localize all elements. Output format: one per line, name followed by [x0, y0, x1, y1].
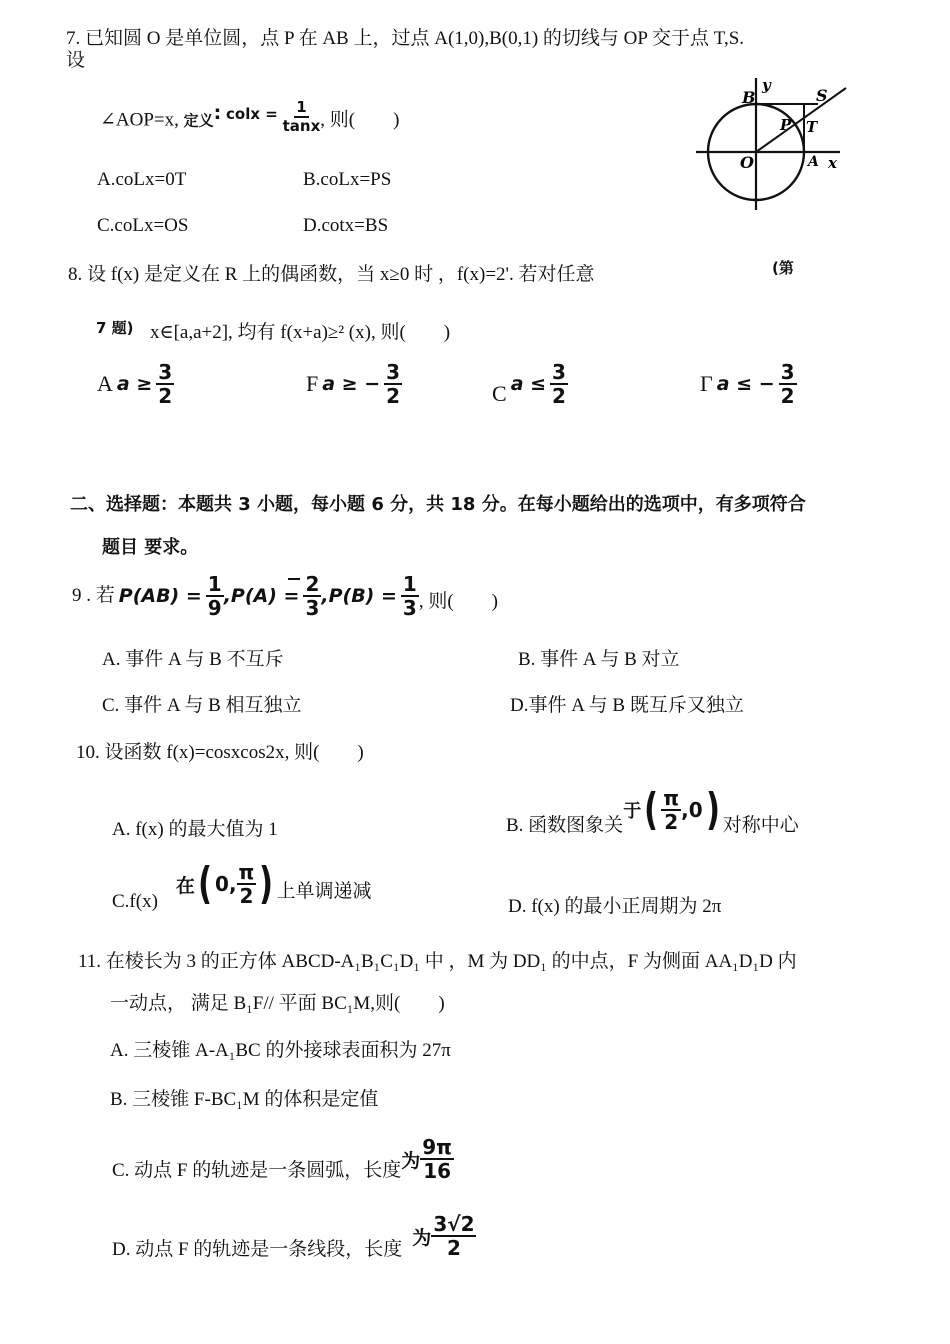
fig-label-o: O [740, 153, 754, 172]
q10-option-c-zero: 0, [215, 872, 237, 896]
q8-option-b-num: 3 [386, 360, 401, 384]
q11-option-d-fraction [431, 1214, 476, 1258]
fig-label-p: P [780, 116, 792, 134]
fig-label-a: A [808, 154, 819, 170]
q10-option-b-num: π [663, 786, 680, 810]
q9-f1-num: 1 [207, 572, 222, 596]
q10-option-b-fraction [661, 788, 681, 832]
q11-option-b: B. 三棱锥 F-BC₁M 的体积是定值 [110, 1089, 379, 1110]
q7-unit-circle-figure [690, 70, 850, 215]
q8-option-a-num: 3 [158, 360, 173, 384]
q10-option-c-den: 2 [239, 884, 254, 908]
section2-heading-line1: 二、选择题：本题共 3 小题，每小题 6 分，共 18 分。在每小题给出的选项中，有多项符合 [70, 494, 806, 515]
section2-heading-line2: 题目 要求。 [102, 537, 199, 558]
q8-option-b [306, 362, 402, 406]
fig-label-x: x [828, 154, 837, 172]
q8-option-d-fraction [779, 362, 797, 406]
q10-option-b-den: 2 [664, 810, 679, 834]
q7-def-label: 定义 [183, 111, 214, 130]
q10-option-c-post: 上单调递减 [276, 881, 372, 902]
q9-option-c: C. 事件 A 与 B 相互独立 [102, 695, 302, 716]
q8-option-b-den: 2 [386, 384, 401, 408]
q9-suffix: , 则( ) [418, 591, 498, 612]
q9-option-d: D.事件 A 与 B 既互斥又独立 [510, 695, 744, 716]
q7-stem-line1: 7. 已知圆 O 是单位圆，点 P 在 AB 上，过点 A(1,0),B(0,1) 的切线与 OP 交于点 T,S. [66, 28, 745, 49]
q10-option-b-pre: B. 函数图象关 [506, 815, 624, 836]
q7-stem-line1b: 设 [66, 50, 86, 71]
q9-fraction-3 [401, 574, 419, 618]
q8-option-c-num: 3 [552, 360, 566, 384]
fig-label-s: S [816, 86, 828, 105]
q8-stem-line1: 8. 设 f(x) 是定义在 R 上的偶函数，当 x≥0 时 ，f(x)=2'. 若对任意 [68, 264, 595, 285]
q9-f1-den: 9 [207, 596, 222, 620]
q10-option-b-lparen: ( [644, 784, 659, 835]
q11-option-a: A. 三棱锥 A-A₁BC 的外接球表面积为 27π [110, 1040, 451, 1061]
q8-option-b-letter: F [306, 371, 319, 396]
q8-option-c-rel: a ≤ [510, 373, 547, 395]
q8-option-b-rel: a ≥ − [322, 373, 381, 395]
q8-option-c-fraction [550, 362, 568, 406]
q10-option-c-num: π [238, 860, 255, 884]
q10-option-c-zai: 在 [175, 874, 195, 897]
q7-def-num: 1 [296, 98, 307, 116]
q8-option-c-den: 2 [552, 384, 566, 408]
q9-f2-num: 2 [305, 572, 320, 596]
q8-option-c-letter: C [492, 381, 507, 406]
q8-option-a-letter: A [97, 371, 113, 396]
q9-p-abar: ,P(A) = [223, 585, 300, 607]
q11-option-d [112, 1214, 476, 1258]
q11-stem-line2: 一动点， 满足 B₁F// 平面 BC₁M,则( ) [110, 993, 445, 1014]
q7-def-den: tanx [282, 117, 321, 135]
q11-option-c [112, 1137, 454, 1181]
q10-option-d: D. f(x) 的最小正周期为 2π [508, 896, 722, 917]
q9-a-bar-overline [288, 578, 300, 580]
q8-option-d-letter: Γ [700, 371, 713, 396]
ray-op [756, 88, 846, 152]
fig-label-b: B [742, 88, 756, 107]
q7-figure-caption-b: 7 题) [96, 319, 134, 337]
fig-label-t: T [806, 118, 818, 136]
q7-option-d: D.cotx=BS [303, 215, 389, 236]
q10-option-b-zero: ,0 [681, 798, 703, 822]
q8-option-a-den: 2 [158, 384, 173, 408]
q8-option-d-rel: a ≤ − [716, 373, 775, 395]
q7-def-suffix: , 则( ) [320, 109, 400, 131]
q11-option-c-den: 16 [423, 1159, 452, 1183]
q8-option-b-fraction [384, 362, 402, 406]
q10-option-a: A. f(x) 的最大值为 1 [112, 819, 278, 840]
q7-def-fraction [283, 100, 321, 134]
q7-angle-text: ∠AOP=x, [100, 109, 179, 131]
q9-prefix: 9 . 若 [72, 585, 115, 606]
q7-figure-caption-a: (第 [772, 259, 794, 277]
q7-definition [100, 98, 400, 138]
q9-f3-num: 1 [402, 572, 417, 596]
q11-option-c-num: 9π [422, 1135, 453, 1159]
q10-option-c-fraction [237, 862, 257, 906]
q8-option-d-den: 2 [780, 384, 795, 408]
q8-option-a-fraction [156, 362, 174, 406]
q7-def-lhs: colx = [226, 105, 278, 124]
q8-option-d [700, 362, 797, 406]
q11-option-c-pre: C. 动点 F 的轨迹是一条圆弧，长度 [112, 1160, 402, 1181]
q11-option-c-fraction [420, 1137, 454, 1181]
q10-option-c-pre: C.f(x) [112, 891, 158, 912]
q10-option-b-yu: 于 [623, 801, 642, 822]
q7-option-b: B.coLx=PS [303, 169, 392, 190]
q9-option-a: A. 事件 A 与 B 不互斥 [102, 649, 284, 670]
q7-def-colon: : [213, 102, 222, 125]
q8-stem-line2: x∈[a,a+2], 均有 f(x+a)≥² (x), 则( ) [150, 322, 451, 343]
q8-option-c [492, 362, 568, 406]
q10-option-c-lparen: ( [197, 858, 213, 909]
q11-option-c-wei: 为 [401, 1149, 421, 1172]
q10-option-c [112, 858, 372, 912]
q9-f2-den: 3 [305, 596, 320, 620]
q9-stem [72, 574, 498, 618]
q8-option-a-rel: a ≥ [116, 373, 153, 395]
q9-p-b: ,P(B) = [321, 585, 397, 607]
fig-label-y: y [762, 76, 771, 94]
q8-option-a [97, 362, 174, 406]
q9-p-ab: P(AB) = [118, 585, 202, 607]
q11-option-d-wei: 为 [412, 1226, 432, 1249]
q11-option-d-num: 3√2 [433, 1212, 475, 1236]
q9-fraction-1 [206, 574, 224, 618]
q11-stem-line1: 11. 在棱长为 3 的正方体 ABCD-A₁B₁C₁D₁ 中 ，M 为 DD₁ 的中点，F 为侧面 AA₁D₁D 内 [78, 951, 797, 972]
q9-option-b: B. 事件 A 与 B 对立 [518, 649, 680, 670]
q9-f3-den: 3 [402, 596, 417, 620]
q10-option-b-post: 对称中心 [722, 815, 799, 836]
q9-fraction-2 [303, 574, 321, 618]
q10-option-b [506, 784, 799, 836]
q10-option-c-rparen: ) [259, 858, 274, 909]
q7-option-c: C.coLx=OS [97, 215, 189, 236]
q7-option-a: A.coLx=0T [97, 169, 187, 190]
q8-option-d-num: 3 [780, 360, 795, 384]
q11-option-d-den: 2 [446, 1236, 461, 1260]
q10-option-b-rparen: ) [705, 784, 720, 835]
q10-stem: 10. 设函数 f(x)=cosxcos2x, 则( ) [76, 742, 364, 763]
q11-option-d-pre: D. 动点 F 的轨迹是一条线段，长度 [112, 1239, 403, 1260]
